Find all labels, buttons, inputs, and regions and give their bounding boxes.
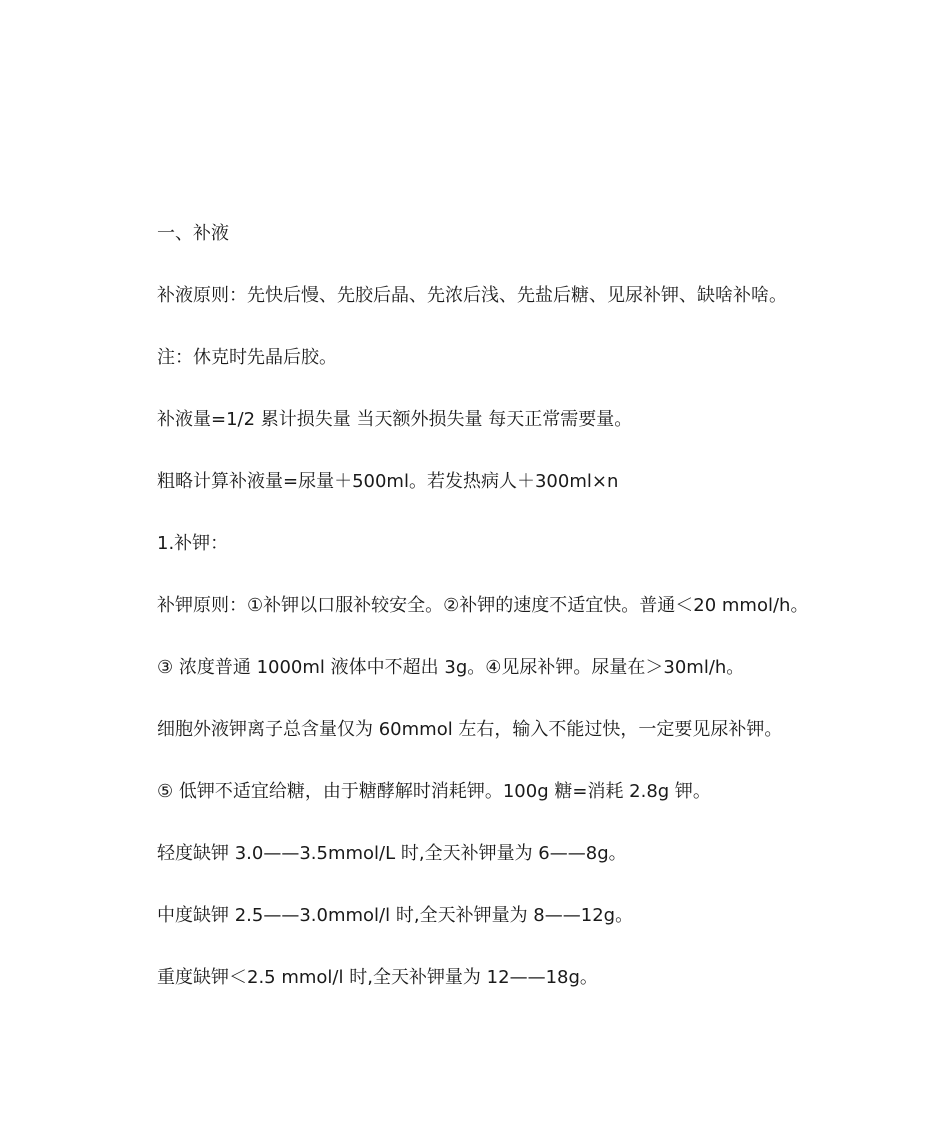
paragraph-fluid-volume: 补液量=1/2 累计损失量 当天额外损失量 每天正常需要量。 xyxy=(157,409,633,430)
paragraph-shock-note: 注：休克时先晶后胶。 xyxy=(157,347,337,368)
subsection-heading-potassium: 1.补钾： xyxy=(157,533,229,554)
paragraph-concentration: ③ 浓度普通 1000ml 液体中不超出 3g。④见尿补钾。尿量在＞30ml/h。 xyxy=(157,657,745,678)
paragraph-moderate-deficiency: 中度缺钾 2.5——3.0mmol/l 时,全天补钾量为 8——12g。 xyxy=(157,905,634,926)
paragraph-severe-deficiency: 重度缺钾＜2.5 mmol/l 时,全天补钾量为 12——18g。 xyxy=(157,967,598,988)
paragraph-fluid-principles: 补液原则：先快后慢、先胶后晶、先浓后浅、先盐后糖、见尿补钾、缺啥补啥。 xyxy=(157,285,787,306)
paragraph-potassium-principles: 补钾原则：①补钾以口服补较安全。②补钾的速度不适宜快。普通＜20 mmol/h。 xyxy=(157,595,809,616)
paragraph-low-potassium-sugar: ⑤ 低钾不适宜给糖，由于糖酵解时消耗钾。100g 糖=消耗 2.8g 钾。 xyxy=(157,781,711,802)
paragraph-rough-calculation: 粗略计算补液量=尿量＋500ml。若发热病人＋300ml×n xyxy=(157,471,619,492)
document-body xyxy=(157,222,857,1028)
section-heading: 一、补液 xyxy=(157,223,229,244)
paragraph-extracellular-potassium: 细胞外液钾离子总含量仅为 60mmol 左右，输入不能过快，一定要见尿补钾。 xyxy=(157,719,783,740)
paragraph-mild-deficiency: 轻度缺钾 3.0——3.5mmol/L 时,全天补钾量为 6——8g。 xyxy=(157,843,627,864)
